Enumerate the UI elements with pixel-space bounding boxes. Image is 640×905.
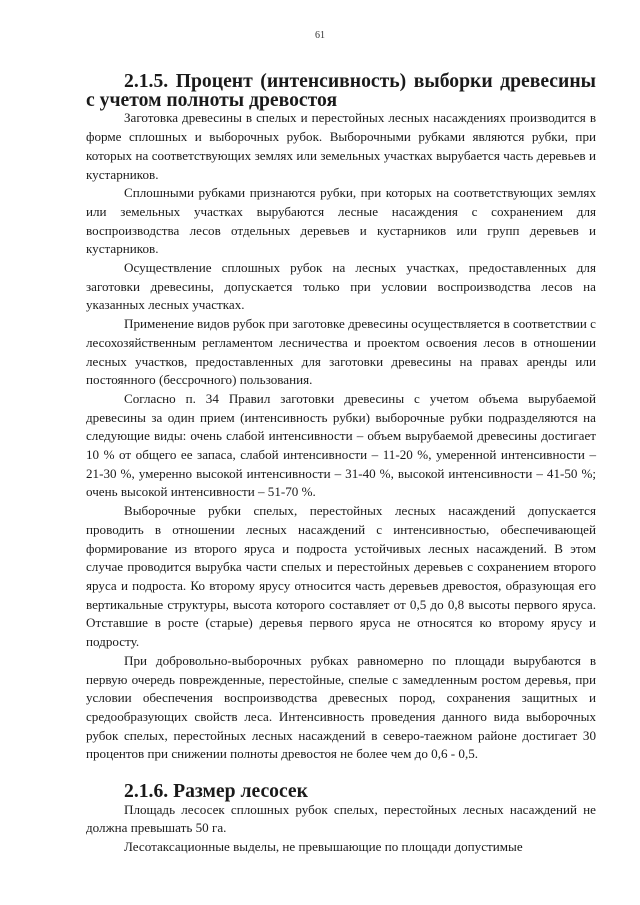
paragraph: Согласно п. 34 Правил заготовки древесины с учетом объема вырубаемой древесины за один прием (интенсивность рубки) выборочные рубки подразделяются на следующие виды: очень слабой интенсивности – объем вырубаемой древесины достигает 10 % от общего ее запаса, слабой интенсивности – 11-20 %, умеренной интенсивности – 21-30 %, умеренно высокой интенсивности – 31-40 %, высокой интенсивности – 41-50 %; очень высокой интенсивности – 51-70 %.	[86, 390, 596, 500]
paragraph: Заготовка древесины в спелых и перестойных лесных насаждениях производится в форме сплошных и выборочных рубок. Выборочными рубками являются рубки, при которых на соответствующих землях или земельных участках вырубается часть деревьев и кустарников.	[86, 110, 596, 182]
paragraph: Применение видов рубок при заготовке древесины осуществляется в соответствии с лесохозяйственным регламентом лесничества и проектом освоения лесов в отношении лесных участков, предоставленных для заготовки древесины на правах аренды или постоянного (бессрочного) пользования.	[86, 316, 596, 388]
paragraph: Лесотаксационные выделы, не превышающие по площади допустимые	[124, 839, 523, 855]
paragraph: При добровольно-выборочных рубках равномерно по площади вырубаются в первую очередь поврежденные, перестойные, спелые с замедленным ростом деревья, при условии обеспечения воспроизводства древесных пород, сохранения защитных и средообразующих свойств леса. Интенсивность проведения данного вида выборочных рубок спелых, перестойных лесных насаждений в северо-таежном районе достигает 30 процентов при снижении полноты древостоя не более чем до 0,6 - 0,5.	[86, 652, 596, 762]
paragraph: Осуществление сплошных рубок на лесных участках, предоставленных для заготовки древесины, допускается только при условии воспроизводства лесов на указанных лесных участках.	[86, 260, 596, 313]
page-number: 61	[315, 30, 325, 41]
paragraph: Площадь лесосек сплошных рубок спелых, перестойных лесных насаждений не должна превышать 50 га.	[86, 801, 596, 836]
paragraph: Сплошными рубками признаются рубки, при которых на соответствующих землях или земельных участках вырубаются лесные насаждения с сохранением для воспроизводства лесов отдельных деревьев и кустарников или групп деревьев и кустарников.	[86, 185, 596, 257]
page-content	[86, 72, 596, 857]
section-heading-2-1-5: 2.1.5. Процент (интенсивность) выборки древесины с учетом полноты древостоя	[86, 70, 596, 111]
section-heading-2-1-6: 2.1.6. Размер лесосек	[124, 780, 308, 803]
paragraph: Выборочные рубки спелых, перестойных лесных насаждений допускается проводить в отношении лесных насаждений с интенсивностью, обеспечивающей формирование из второго яруса и подроста устойчивых лесных насаждений. В этом случае проводится вырубка части спелых и перестойных деревьев с сохранением второго яруса и подроста. Ко второму ярусу относится часть деревьев древостоя, образующая его вертикальные структуры, высота которого составляет от 0,5 до 0,8 высоты первого яруса. Отставшие в росте (старые) деревья первого яруса не относятся ко второму ярусу и подросту.	[86, 503, 596, 650]
